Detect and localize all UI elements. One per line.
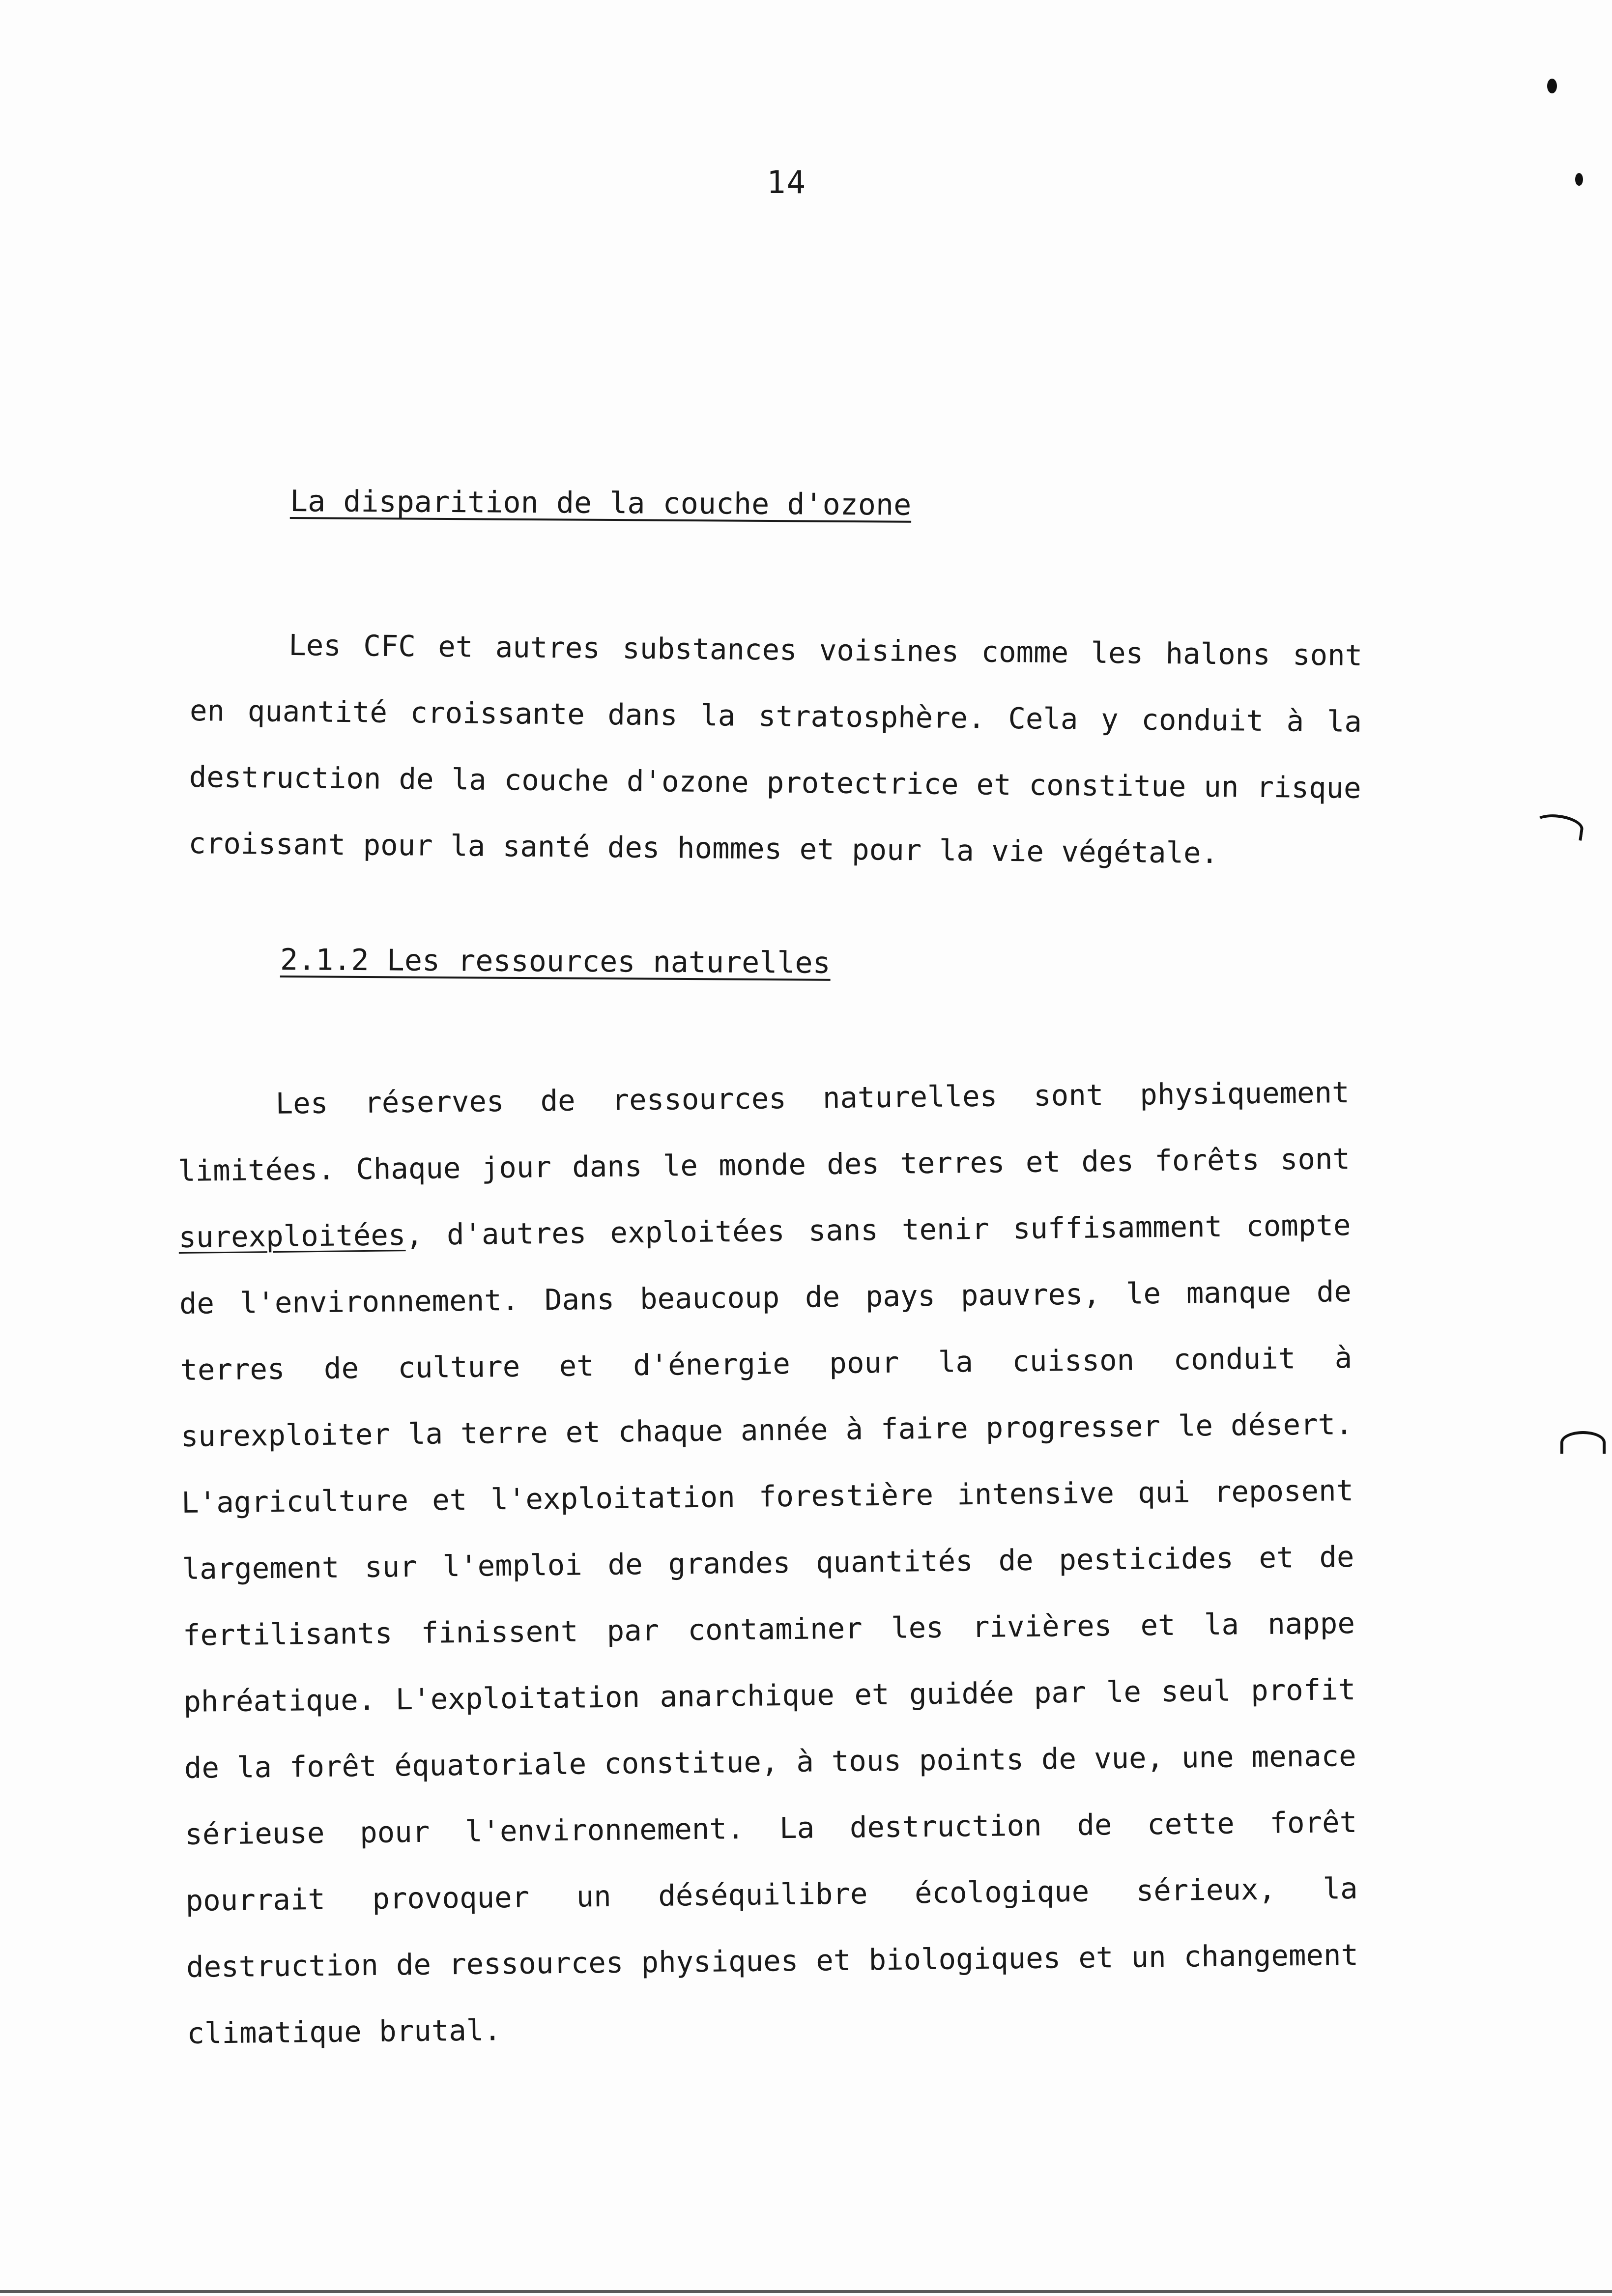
paragraph-text: , d'autres exploitées sans tenir suffisamment compte de l'environnement. Dans beaucoup de pays pauvres, le manque de terres de culture et d'énergie pour la cuisson conduit à surexploiter la terre et chaque année à faire progresser le désert. L'agriculture et l'exploitation forestière intensive qui reposent largement sur l'emploi de grandes quantités de pesticides et de fertilisants finissent par contaminer les rivières et la nappe phréatique. L'exploitation anarchique et guidée par le seul profit de la forêt équatoriale constitue, à tous points de vue, une menace sérieuse pour l'environnement. La destruction de cette forêt pourrait provoquer un déséquilibre écologique sérieux, la destruction de ressources physiques et biologiques et un changement climatique brutal. (179, 1208, 1359, 2050)
page-number: 14 (767, 165, 807, 201)
scan-speck (1575, 173, 1583, 186)
scan-bottom-edge (0, 2290, 1612, 2293)
scan-edge-mark (1560, 1431, 1606, 1454)
underlined-word: surexploitées (178, 1218, 406, 1254)
paragraph-ressources (177, 1059, 1359, 2066)
section-heading-ressources: 2.1.2 Les ressources naturelles (280, 943, 831, 980)
section-heading-ozone: La disparition de la couche d'ozone (289, 484, 912, 522)
scan-edge-mark (1532, 811, 1584, 841)
paragraph-ozone: Les CFC et autres substances voisines comme les halons sont en quantité croissante dans la stratosphère. Cela y conduit à la destruction de la couche d'ozone protectrice et constitue un risque croissant pour la santé des hommes et pour la vie végétale. (188, 628, 1363, 870)
scan-speck (1547, 79, 1557, 93)
paragraph-text: Les réserves de ressources naturelles sont physiquement limitées. Chaque jour dans le monde des terres et des forêts sont (177, 1075, 1351, 1188)
